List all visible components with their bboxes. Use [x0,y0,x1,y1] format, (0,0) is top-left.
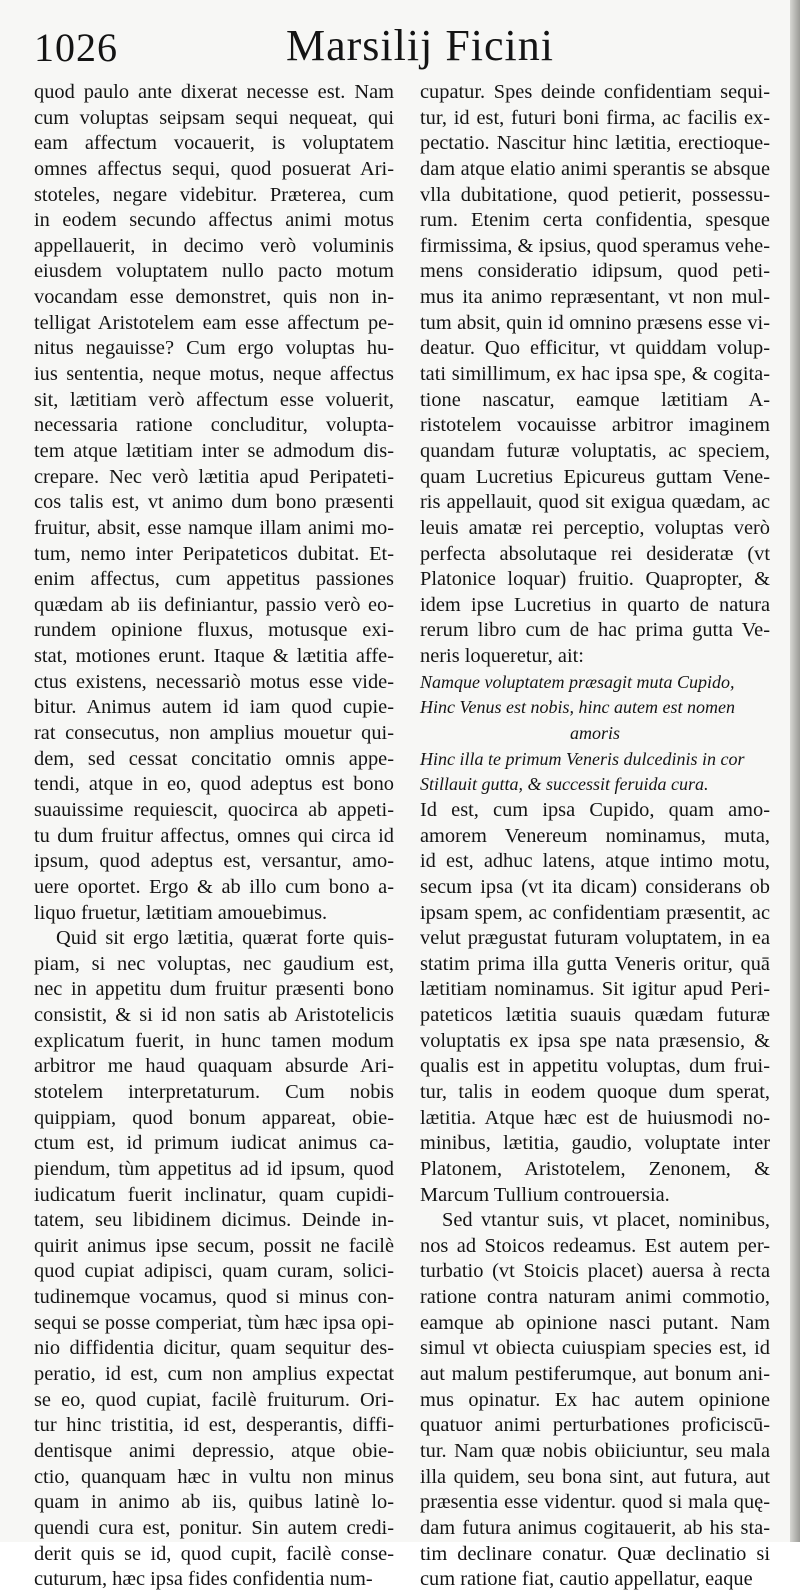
text-line: aut malum pestiferumque, aut bonum ani- [420,1363,770,1386]
text-line: quam in animo ab iis, quibus latinè lo- [34,1491,394,1514]
text-line: ratione contra naturam animi commotio, [420,1286,770,1309]
text-line: lætitia. Atque hæc est de huiusmodi no- [420,1106,770,1129]
text-line: tu dum fruitur affectus, omnes qui circa id [34,824,394,847]
text-line: lætitiam nominamus. Sit igitur apud Peri- [420,978,770,1001]
text-line: piendum, tùm appetitus ad id ipsum, quod [34,1157,394,1180]
text-line: mens consideratio idipsum, quod peti- [420,260,770,283]
text-line: quod cupiat adipisci, quam curam, solici- [34,1260,394,1283]
text-line: tur, id est, futuri boni firma, ac facilis ex- [420,106,770,129]
text-line: ipsum, quod adeptus est, versantur, amo- [34,850,394,873]
text-line: cum ratione fiat, cautio appellatur, eaque [420,1568,753,1591]
text-line: minibus, lætitia, gaudio, voluptate inter [420,1132,770,1155]
text-line: quod paulo ante dixerat necesse est. Nam [34,81,394,103]
text-line: rat consecutus, non amplius mouetur qui- [34,722,394,745]
text-line: idem ipse Lucretius in quarto de natura [420,593,770,616]
text-line: crepare. Nec verò lætitia apud Peripateti- [34,465,394,488]
right-column [420,80,770,1593]
text-line: sit, lætitiam verò affectum esse voluerit, [34,388,394,411]
text-line: telligat Aristotelem eam esse affectum pe- [34,311,394,334]
text-line: arbitror me haud quaquam absurde Ari- [34,1055,394,1078]
text-line: Platonice loquar) fruitio. Quapropter, & [420,568,770,591]
text-line: ris appellauit, quod sit exigua quædam, ac [420,491,770,514]
page-number: 1026 [34,25,118,70]
text-line: velut prægustat futuram voluptatem, in ea [420,927,770,950]
text-line: Id est, cum ipsa Cupido, quam amo- [420,798,770,821]
text-line: se eo, quod cupiat, facilè fruiturum. Ori- [34,1388,394,1411]
text-line: simul vt obiecta cuiuspiam species est, id [420,1337,770,1360]
text-line: Marcum Tullium controuersia. [420,1183,670,1206]
text-line: stoteles, negare videbitur. Præterea, cum [34,183,394,206]
text-line: piam, si nec voluptas, nec gaudium est, [34,952,394,975]
text-line: id est, adhuc latens, atque intimo motu, [420,850,770,873]
text-line: cos talis est, vt animo dum bono præsenti [34,491,394,514]
text-line: pectatio. Nascitur hinc lætitia, erectioque- [420,132,770,155]
text-line: dam atque elatio animi sperantis se absque [420,157,770,180]
text-line: quam Lucretius Epicureus guttam Vene- [420,465,770,488]
text-line: nitus negauisse? Cum ergo voluptas hu- [34,337,394,360]
text-line: cupatur. Spes deinde confidentiam sequi- [420,81,770,103]
text-line: nos ad Stoicos redeamus. Est autem per- [420,1234,770,1257]
text-line: tum, nemo inter Peripateticos dubitat. Et- [34,542,394,565]
verse-line: Namque voluptatem præsagit muta Cupido, [420,671,735,692]
text-line: tim declinare conatur. Quæ declinatio si [420,1542,770,1565]
text-line: eam affectum vocauerit, is voluptatem [34,132,394,155]
text-line: voluptatis ex ipsa spe nata præsensio, & [420,1029,770,1052]
text-line: neris loqueretur, ait: [420,645,584,668]
text-line: omnes affectus sequi, quod posuerat Ari- [34,157,394,180]
text-line: Quid sit ergo lætitia, quærat forte quis- [56,927,394,950]
text-line: tum absit, quin id omnino præsens esse vi- [420,311,770,334]
text-line: tudinemque vocamus, quod si minus con- [34,1286,394,1309]
text-line: deatur. Quo efficitur, vt quiddam volup- [420,337,770,360]
text-line: sequi se posse comperiat, tùm hæc ipsa opi- [34,1311,394,1334]
text-line: amorem Venereum nominamus, muta, [420,824,770,847]
text-line: quippiam, quod bonum appareat, obie- [34,1106,394,1129]
text-line: eamque ab opinione nasci putant. Nam [420,1311,770,1334]
text-line: præsentia esse videntur. quod si mala quę- [420,1491,770,1514]
text-line: Platonem, Aristotelem, Zenonem, & [420,1157,770,1180]
text-line: statim prima illa gutta Veneris oritur, quā [420,952,770,975]
text-line: peratio, id est, cum non amplius expectat [34,1363,394,1386]
text-line: stat, motiones erunt. Itaque & lætitia affe- [34,645,394,668]
text-line: dentisque animi depressio, atque obie- [34,1439,394,1462]
text-line: liquo fruetur, lætitiam amouebimus. [34,901,328,924]
text-line: mus opinatur. Ex hac autem opinione [420,1388,770,1411]
text-line: tati simillimum, ex hac ipsa spe, & cogita- [420,363,770,386]
right-column-text-b [420,798,770,1593]
text-line: tendi, atque in eo, quod adeptus est bono [34,773,394,796]
text-line: fruitur, absit, esse namque illam animi mo- [34,516,394,539]
page-edge [790,0,800,1542]
verse-line: Stillauit gutta, & successit feruida cura. [420,774,709,795]
text-line: quædam ab iis definiantur, passio verò eo- [34,593,394,616]
text-line: tur hinc tristitia, id est, desperantis, diffi- [34,1414,394,1437]
text-line: ristotelem vocauisse arbitror imaginem [420,414,770,437]
verse-line: amoris [570,723,621,744]
text-line: appellauerit, in decimo verò voluminis [34,234,394,257]
text-line: consistit, & si id non satis ab Aristotelicis [34,1004,394,1027]
text-line: ctum est, id primum iudicat animus ca- [34,1132,394,1155]
text-line: eiusdem voluptatem nullo pacto motum [34,260,394,283]
text-line: nio diffidentia dicitur, quam sequitur des- [34,1337,394,1360]
text-line: ctus existens, necessariò motus esse vide- [34,670,394,693]
text-line: tur. Nam quæ nobis obiiciuntur, seu mala [420,1439,770,1462]
text-line: uere oportet. Ergo & ab illo cum bono a- [34,875,394,898]
text-line: Sed vtantur suis, vt placet, nominibus, [442,1209,770,1232]
text-line: dem, sed cessat concitatio omnis appe- [34,747,394,770]
text-line: perfecta absolutaque rei desideratæ (vt [420,542,770,565]
text-line: illa quidem, seu bona sint, aut futura, aut [420,1465,770,1488]
text-line: enim affectus, cum appetitus passiones [34,568,394,591]
left-column [34,80,394,1593]
text-line: quirit animus ipse secum, possit ne facilè [34,1234,394,1257]
text-line: iudicatum fuerit inclinatur, quam cupidi- [34,1183,394,1206]
text-line: derit quis se id, quod cupit, facilè conse- [34,1542,394,1565]
text-line: tatem, seu libidinem dicimus. Deinde in- [34,1209,394,1232]
text-line: secum ipsa (vt ita dicam) considerans ob [420,875,770,898]
text-line: leuis amatæ rei perceptio, voluptas verò [420,516,770,539]
right-column-text-a [420,80,770,670]
text-line: tione nascatur, eamque lætitiam A- [420,388,770,411]
text-line: vlla dubitatione, quod petierit, possessu- [420,183,770,206]
text-line: necessaria ratione concluditur, volupta- [34,414,394,437]
text-line: pateticos lætitia suauis quædam futuræ [420,1004,770,1027]
text-line: cuturum, hæc ipsa fides confidentia num- [34,1568,373,1591]
running-title: Marsilij Ficini [286,21,554,70]
text-line: rundem opinione fluxus, motusque exi- [34,619,394,642]
text-line: ctio, quanquam hæc in vultu non minus [34,1465,394,1488]
text-line: tur, talis in eodem quoque dum sperat, [420,1080,770,1103]
verse-line: Hinc Venus est nobis, hinc autem est nomen [420,697,735,718]
text-line: in eodem secundo affectus animi motus [34,209,394,232]
text-line: rum. Etenim certa confidentia, spesque [420,209,770,232]
text-line: turbatio (vt Stoicis placet) auersa à recta [420,1260,770,1283]
text-line: suauissime requiescit, quocirca ab appeti- [34,798,394,821]
text-line: cum voluptas seipsam sequi nequeat, qui [34,106,394,129]
verse-quotation [420,670,770,798]
text-line: tem atque lætitiam inter se admodum dis- [34,439,394,462]
verse-line: Hinc illa te primum Veneris dulcedinis in cor [420,748,745,769]
text-line: ipsam spem, ac confidentiam præsentit, ac [420,901,770,924]
text-line: bitur. Animus autem id iam quod cupie- [34,696,394,719]
text-line: quendi cura est, ponitur. Sin autem credi- [34,1516,394,1539]
text-line: mus ita animo repræsentant, vt non mul- [420,286,770,309]
running-head [30,22,775,72]
text-line: explicatum fuerit, in hunc tamen modum [34,1029,394,1052]
text-line: nec in appetitu dum fruitur præsenti bono [34,978,394,1001]
text-line: quatuor animi perturbationes proficiscū- [420,1414,770,1437]
text-line: qualis est in appetitu voluptas, dum frui- [420,1055,770,1078]
text-line: firmissima, & ipsius, quod speramus vehe- [420,234,770,257]
text-line: ius sententia, neque motus, neque affectus [34,363,394,386]
text-line: dam futura animus cogitauerit, ab his sta- [420,1516,770,1539]
text-line: quandam futuræ voluptatis, ac speciem, [420,439,770,462]
text-line: rerum libro cum de hac prima gutta Ve- [420,619,770,642]
text-line: stotelem interpretaturum. Cum nobis [34,1080,394,1103]
text-line: vocandam esse demonstret, quis non in- [34,286,394,309]
